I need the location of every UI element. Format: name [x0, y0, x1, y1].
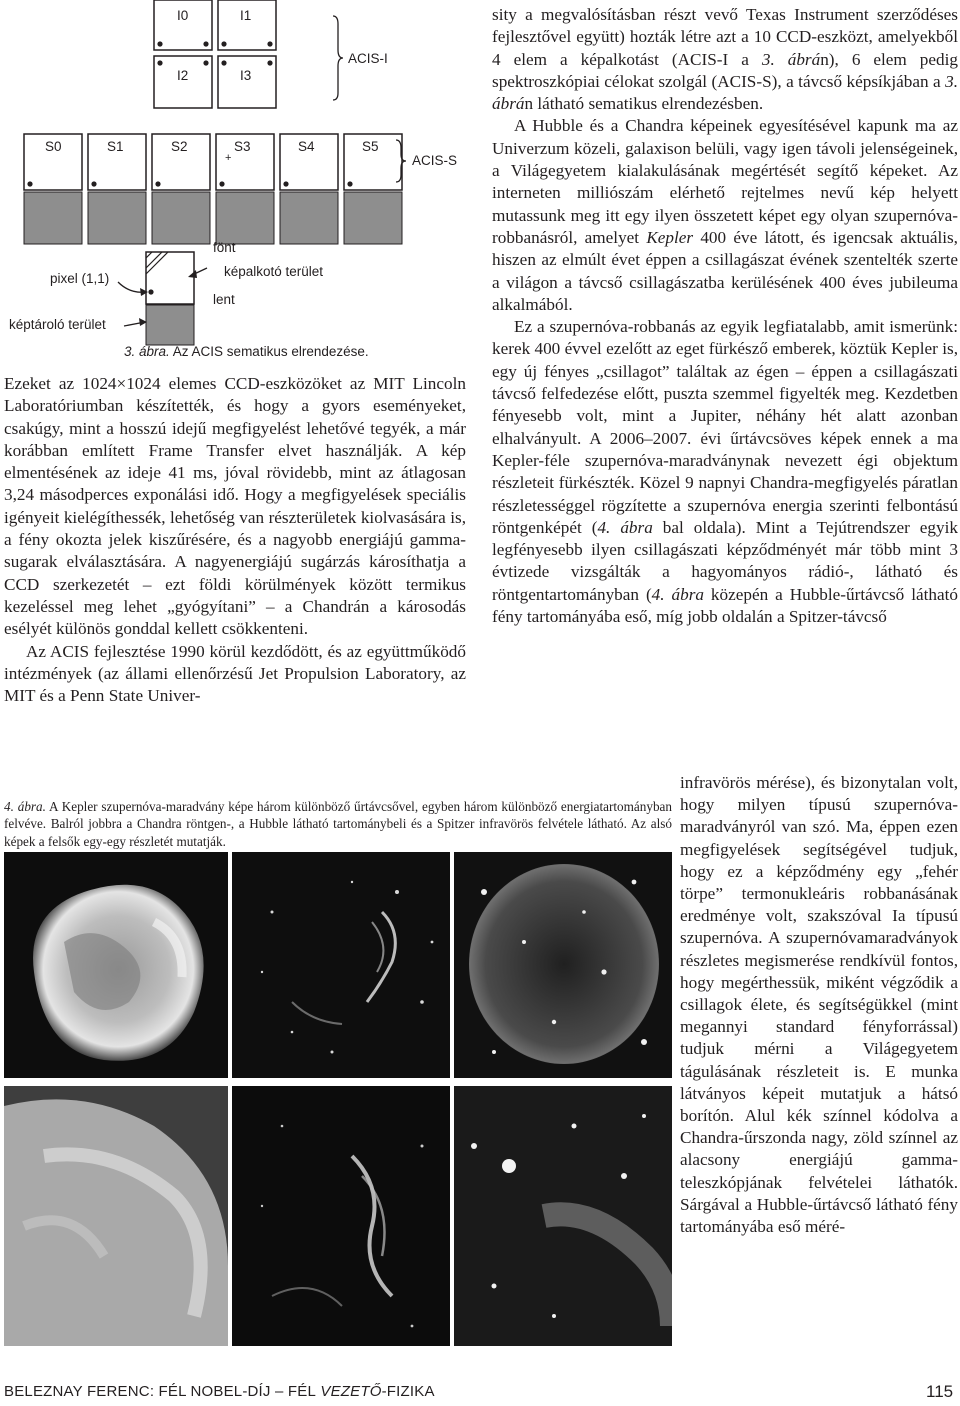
left-paragraph-1: Ezeket az 1024×1024 elemes CCD-eszközöket az MIT Lincoln Laboratóriumban készítették, és hogy a gyors eseményeket, csakúgy, mint a hosszú idejű megfigyelést lehetővé tegyék, a már korábban említett Frame Transfer elvet használják. A kép elmentésének az ideje 41 ms, jóval rövidebb, mint az átlagosan 3,24 másodperces exponálási idő. Hogy a megfigyelések speciális igényeit kielégíthessék, lehetőség van részterületek kiolvasására is, a fény okozta jelek kiszűrésére, és a nagyobb energiájú gamma-sugarak elválasztására. A nagyenergiájú sugárzás károsíthatja a CCD szerkezetét – ezt földi körülmények között termikus kezeléssel meg lehet „gyógyítani” – a Chandrán a károsodás esélyét különös gonddal kellett csökkenteni.	[4, 374, 466, 639]
figure-3-diagram	[0, 0, 480, 365]
acis-i-label: ACIS-I	[348, 51, 388, 66]
right-p2-kepler: Kepler	[646, 227, 694, 247]
label-storage-area: képtároló terület	[9, 317, 106, 332]
chip-label-s2: S2	[171, 139, 188, 154]
label-lent: lent	[213, 292, 235, 307]
footer-author-tail: -FIZIKA	[381, 1383, 435, 1400]
right-p2-text-b: 400 éve látott, és igencsak aktuális, hiszen az elmúlt évet éppen a csillagászat évének szentelték szerte a világon a távcső csillagászatba kerülésének 400 éves jubileuma alkalmából.	[492, 227, 958, 314]
label-pixel: pixel (1,1)	[50, 271, 110, 286]
right-p1-text-a: sity a megvalósításban részt vevő Texas Instrument szerződéses fejlesztővel együtt) hozták létre azt a 10 CCD-eszközt, amelyekből 4 elem a képalkotást (ACIS-I a	[492, 5, 958, 69]
chip-label-s4: S4	[298, 139, 315, 154]
label-font: fönt	[213, 240, 236, 255]
plus-mark: +	[225, 152, 232, 164]
right-p3-figref-1: 4. ábra	[597, 517, 653, 537]
chip-label-s5: S5	[362, 139, 379, 154]
right-narrow-column	[680, 772, 958, 1238]
hubble-visible-photo-top	[232, 852, 450, 1078]
footer-author: BELEZNAY FERENC: FÉL NOBEL-DÍJ – FÉL	[4, 1383, 317, 1400]
figure-3-caption	[124, 344, 369, 359]
enlarged-chip-imaging	[146, 252, 194, 304]
figure-4-caption-text: A Kepler szupernóva-maradvány képe három különböző űrtávcsővel, egyben három különböző energiatartományban felvéve. Balról jobbra a Chandra röntgen-, a Hubble látható tartománybeli és a Spitzer infravörös felvétele látható. Az alsó képek a felsők egy-egy részletét mutatják.	[4, 799, 672, 849]
chip-label-s0: S0	[45, 139, 62, 154]
acis-s-label: ACIS-S	[412, 153, 458, 168]
acis-i-brace	[333, 16, 343, 100]
figure-3-caption-number: 3. ábra.	[124, 344, 170, 359]
figure-4-caption	[4, 798, 672, 850]
page-number: 115	[926, 1382, 954, 1401]
right-column	[492, 4, 958, 628]
right-p1-figref-1: 3. ábrá	[761, 49, 821, 69]
right-paragraph-3	[492, 316, 958, 628]
left-paragraph-2: Az ACIS fejlesztése 1990 körül kezdődött, és az együttműködő intézmények (az állami ellenőrzésű Jet Propulsion Laboratory, az MIT és a Penn State Univer-	[4, 641, 466, 706]
chip-label-s3: S3	[234, 139, 251, 154]
chandra-xray-photo-top	[4, 852, 228, 1078]
acis-schematic	[0, 0, 480, 365]
running-footer	[4, 1383, 435, 1400]
chip-label-i3: I3	[240, 68, 252, 83]
enlarged-chip-storage	[146, 305, 194, 345]
right-p1-text-b: n), 6 elem pedig spektroszkópiai célokat szolgál (ACIS-S), a távcső képsíkjában a	[492, 49, 958, 91]
chip-label-i2: I2	[177, 68, 189, 83]
label-imaging-area: képalkotó terület	[224, 264, 324, 279]
figure-4-caption-number: 4. ábra.	[4, 799, 46, 814]
right-paragraph-1	[492, 4, 958, 115]
right-p2-text-a: A Hubble és a Chandra képeinek egyesítésével kapunk ma az Univerzum közeli, galaxison belüli, vagy igen távoli jelenségeinek, a Világegyetem kialakulásának megértését segítő képeket. Az interneten milliószám elérhető rejtelmes nevű kép helyett mutassunk meg itt egy ilyen összetett képet egy olyan szupernóva-robbanásról, amelyet	[492, 116, 958, 247]
left-column	[4, 373, 466, 707]
figure-3-caption-text: Az ACIS sematikus elrendezése.	[169, 344, 369, 359]
right-p3-text-a: Ez a szupernóva-robbanás az egyik legfiatalabb, amit ismerünk: kerek 400 évvel ezelőtt az eget fürkésző emberek, köztük Kepler is, egy új fényes „csillagot” találtak az égen – éppen a csillagászati távcső felfedezése előtt, puszta szemmel figyelték meg. Kezdetben fényesebb volt, mint a Jupiter, néhány hét alatt azonban elhalványult. A 2006–2007. évi űrtávcsöves képek ennek a ma Kepler-féle szupernóva-maradványnak nevezett égi objektum részleteit fürkészték. Közel 9 napnyi Chandra-megfigyelés páratlan részletességgel rögzítette a szupernóva energia szerinti felbontású röntgenképét (	[492, 317, 958, 537]
right-p3-text-b: bal oldala). Mint a Tejútrendszer egyik legfényesebb ilyen csillagászati képződményét már több mint 3 évtizede vizsgálták a hagyományos rádió-, látható és röntgentartományban (	[492, 517, 958, 604]
right-p1-figref-2: 3. ábrá	[492, 71, 958, 114]
right-paragraph-2	[492, 115, 958, 316]
spitzer-infrared-photo-bottom	[454, 1086, 672, 1346]
right-p3-text-c: közepén a Hubble-űrtávcső látható fény tartományába eső, míg jobb oldalán a Spitzer-távcső	[492, 584, 958, 627]
chip-label-i1: I1	[240, 8, 252, 23]
right-p3-figref-2: 4. ábra	[651, 584, 704, 604]
footer-author-emphasis: VEZETŐ	[320, 1383, 382, 1400]
chip-label-i0: I0	[177, 8, 189, 23]
chandra-xray-photo-bottom	[4, 1086, 228, 1346]
right-p1-text-c: n látható sematikus elrendezésben.	[524, 94, 764, 114]
hubble-visible-photo-bottom	[232, 1086, 450, 1346]
spitzer-infrared-photo-top	[454, 852, 672, 1078]
chip-label-s1: S1	[107, 139, 124, 154]
figure-4-caption-paragraph	[4, 798, 672, 850]
right-narrow-paragraph: infravörös mérése), és bizonytalan volt, hogy milyen típusú szupernóva-maradványról van szó. Ma, éppen ezen megfigyelések segítségével tudjuk, hogy ez a képződmény egy „fehér törpe” termonukleáris robbanásának eredménye volt, szakszóval Ia típusú szupernóva. A szupernóvamaradványok részletes megismerése rendkívül fontos, hogy megérthessük, miként végződik a csillagok élete, és segítségükkel (mint megannyi standard fényforrással) tudjuk mérni a Világegyetem tágulásának részleteit is. E munka látványos képeit mutatjuk a hátsó borítón. Alul kék színnel kódolva a Chandra-űrszonda nagy, zöld színnel az alacsony energiájú gamma-teleszkópjának felvételei láthatók. Sárgával a Hubble-űrtávcső látható fény tartományába eső méré-	[680, 773, 958, 1237]
